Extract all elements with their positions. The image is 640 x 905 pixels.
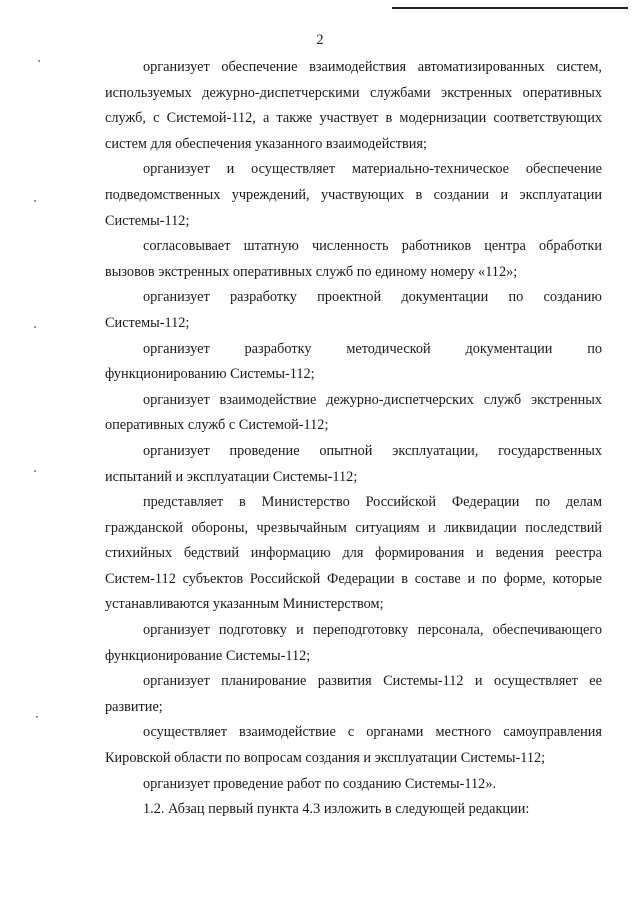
paragraph: организует проведение работ по созданию Системы-112». xyxy=(143,775,497,792)
paragraph: 1.2. Абзац первый пункта 4.3 изложить в следующей редакции: xyxy=(143,801,530,818)
paragraph: согласовывает штатную численность работников центра обработки вызовов экстренных оперативных служб по единому номеру «112»; xyxy=(105,238,602,280)
paragraph: организует проведение опытной эксплуатации, государственных испытаний и эксплуатации Системы-112; xyxy=(105,442,602,485)
paragraph: осуществляет взаимодействие с органами местного самоуправления Кировской области по вопросам создания и эксплуатации Системы-112; xyxy=(105,724,602,767)
paragraph: организует взаимодействие дежурно-диспетчерских служб экстренных оперативных служб с Системой-112; xyxy=(105,391,602,434)
scan-speck xyxy=(34,326,36,328)
top-rule-line xyxy=(392,7,628,9)
paragraph: организует разработку проектной документации по созданию Системы-112; xyxy=(105,289,602,331)
paragraph: организует планирование развития Системы-112 и осуществляет ее развитие; xyxy=(105,673,602,715)
scan-speck xyxy=(38,60,40,62)
paragraph: организует и осуществляет материально-техническое обеспечение подведомственных учреждений, участвующих в создании и эксплуатации Системы-112; xyxy=(105,161,602,229)
scan-speck xyxy=(36,716,38,718)
page-number: 2 xyxy=(316,32,324,48)
paragraph: представляет в Министерство Российской Федерации по делам гражданской обороны, чрезвычайным ситуациям и ликвидации последствий стихийных бедствий информацию для формирования и ведения реестра Систем-112 субъектов Российской Федерации в составе и по форме, которые устанавливаются указанным Министерством; xyxy=(105,494,602,613)
paragraph: организует подготовку и переподготовку персонала, обеспечивающего функционирование Системы-112; xyxy=(105,622,602,664)
scan-speck xyxy=(34,200,36,202)
document-body xyxy=(105,55,602,823)
paragraph: организует разработку методической документации по функционированию Системы-112; xyxy=(105,340,602,383)
paragraph: организует обеспечение взаимодействия автоматизированных систем, используемых дежурно-диспетчерскими службами экстренных оперативных служб, с Системой-112, а также участвует в модернизации соответствующих систем для обеспечения указанного взаимодействия; xyxy=(105,59,602,152)
scan-speck xyxy=(34,470,36,472)
